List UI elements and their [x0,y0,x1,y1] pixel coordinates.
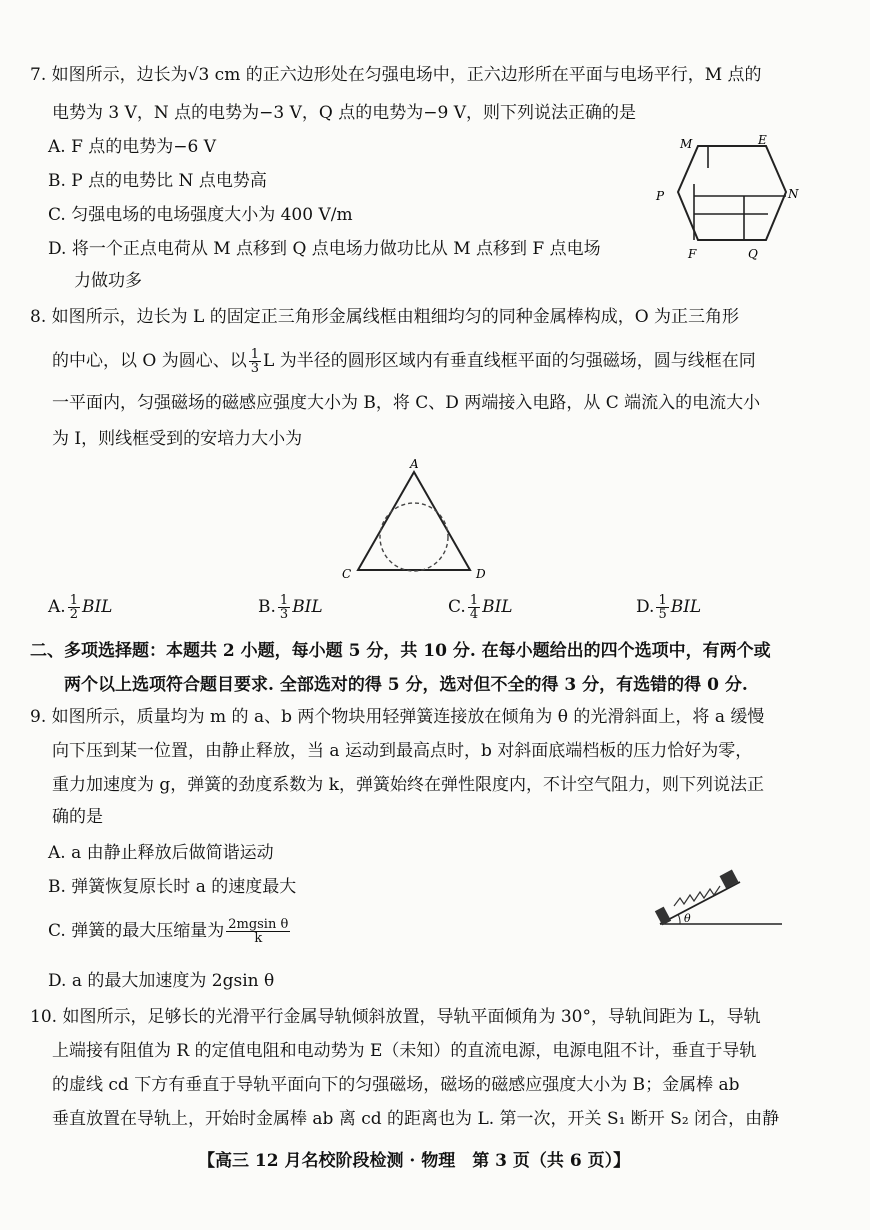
q9-option-c: C. 弹簧的最大压缩量为 $\frac{\text{2mgsin θ}}{k}$ [48,917,289,946]
q10-line-4: 垂直放置在导轨上，开始时金属棒 ab 离 cd 的距离也为 L. 第一次，开关 S₁ 断开 S₂ 闭合，由静 [52,1109,780,1129]
block-a [720,870,739,889]
section2-line-1: 二、多项选择题：本题共 2 小题，每小题 5 分，共 10 分. 在每小题给出的四个选项中，有两个或 [30,641,771,661]
theta-label: θ [684,912,691,925]
q8-option-c: C. $\frac{1}{4}$ BIL [448,593,513,622]
q8-option-d: D. $\frac{1}{5}$ BIL [636,593,702,622]
page-footer: 【高三 12 月名校阶段检测 · 物理 第 3 页（共 6 页）】 [198,1151,631,1171]
section2-line-2: 两个以上选项符合题目要求. 全部选对的得 5 分，选对但不全的得 3 分，有选错的得 0 分. [64,675,748,695]
q8-line-2: 的中心，以 O 为圆心、以 $\frac{1}{3}$ L 为半径的圆形区域内有垂直线框平面的匀强磁场，圆与线框在同 [52,347,756,376]
triangle-shape [358,472,470,570]
hexagon-figure [648,128,818,268]
label-c: C [342,567,352,581]
label-a: A [410,457,419,471]
q10-line-3: 的虚线 cd 下方有垂直于导轨平面向下的匀强磁场，磁场的磁感应强度大小为 B；金属棒 ab [52,1075,740,1095]
label-n: N [788,187,799,201]
q8-option-a: A. $\frac{1}{2}$ BIL [48,593,113,622]
label-d: D [476,567,486,581]
label-p: P [656,189,665,203]
q9-line-3: 重力加速度为 g，弹簧的劲度系数为 k，弹簧始终在弹性限度内，不计空气阻力，则下列说法正 [52,775,764,795]
q7-option-d-line-2: 力做功多 [74,271,142,291]
q9-option-d: D. a 的最大加速度为 2gsin θ [48,971,275,991]
q9-line-2: 向下压到某一位置，由静止释放，当 a 运动到最高点时，b 对斜面底端档板的压力恰好为零， [52,741,753,761]
label-q: Q [748,247,758,261]
triangle-figure [334,456,504,586]
q8-line-4: 为 I，则线框受到的安培力大小为 [52,429,303,449]
q8-line-1: 8. 如图所示，边长为 L 的固定正三角形金属线框由粗细均匀的同种金属棒构成，O 为正三角形 [30,307,740,327]
q9-option-a: A. a 由静止释放后做简谐运动 [48,843,274,863]
label-m: M [680,137,693,151]
q10-line-2: 上端接有阻值为 R 的定值电阻和电动势为 E（未知）的直流电源，电源电阻不计，垂直于导轨 [52,1041,757,1061]
q7-option-c: C. 匀强电场的电场强度大小为 400 V/m [48,205,353,225]
q9-option-b: B. 弹簧恢复原长时 a 的速度最大 [48,877,297,897]
q7-line-2: 电势为 3 V，N 点的电势为−3 V，Q 点的电势为−9 V，则下列说法正确的是 [52,103,637,123]
q9-line-1: 9. 如图所示，质量均为 m 的 a、b 两个物块用轻弹簧连接放在倾角为 θ 的光滑斜面上，将 a 缓慢 [30,707,765,727]
label-e: E [758,133,767,147]
q7-option-a: A. F 点的电势为−6 V [48,137,217,157]
q7-line-1: 7. 如图所示，边长为√3 cm 的正六边形处在匀强电场中，正六边形所在平面与电场平行，M 点的 [30,65,762,85]
q9-line-4: 确的是 [52,807,103,827]
q8-line-3: 一平面内，匀强磁场的磁感应强度大小为 B，将 C、D 两端接入电路，从 C 端流入的电流大小 [52,393,761,413]
block-b [655,907,671,926]
q10-line-1: 10. 如图所示，足够长的光滑平行金属导轨倾斜放置，导轨平面倾角为 30°，导轨间距为 L，导轨 [30,1007,761,1027]
incline-figure [650,860,790,940]
label-f: F [688,247,697,261]
q7-option-b: B. P 点的电势比 N 点电势高 [48,171,267,191]
q8-option-b: B. $\frac{1}{3}$ BIL [258,593,323,622]
q7-option-d-line-1: D. 将一个正点电荷从 M 点移到 Q 点电场力做功比从 M 点移到 F 点电场 [48,239,601,259]
